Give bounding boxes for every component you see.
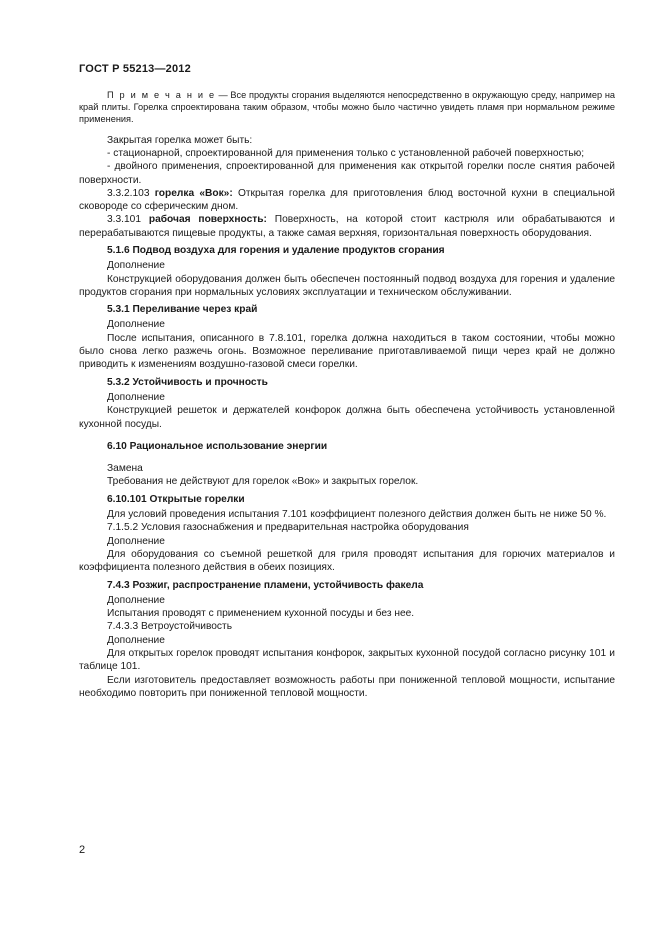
section-text: Для открытых горелок проводят испытания конфорок, закрытых кухонной посудой согласно рисунку 101 и таблице 101. [79, 648, 615, 673]
section-text: После испытания, описанного в 7.8.101, горелка должна находиться в таком состоянии, чтобы можно было снова легко разжечь огонь. Возможное переливание приготавливаемой пищи через край не должно приводить к изменениям воздушно-газовой смеси горелки. [79, 332, 615, 371]
section-text: Конструкцией решеток и держателей конфорок должна быть обеспечена устойчивость установленной кухонной посуды. [79, 405, 615, 430]
section-heading-7-1-5-2: 7.1.5.2 Условия газоснабжения и предварительная настройка оборудования [107, 522, 469, 534]
section-text: Испытания проводят с применением кухонной посуды и без нее. [107, 608, 415, 620]
section-heading-5-3-2: 5.3.2 Устойчивость и прочность [107, 376, 268, 388]
section-label: Дополнение [107, 319, 165, 331]
note-text: — Все продукты сгорания выделяются непосредственно в окружающую среду, например на край плиты. Горелка спроектирована таким образом, чтобы можно было частично увидеть пламя при нормальном режиме применения. [79, 90, 616, 125]
definition-term: рабочая поверхность: [148, 214, 267, 226]
section-heading-5-3-1: 5.3.1 Переливание через край [107, 304, 258, 316]
section-label: Дополнение [107, 260, 165, 272]
closed-burner-stationary: - стационарной, спроектированной для применения только с установленной рабочей поверхностью; [107, 147, 585, 159]
section-heading-6-10-101: 6.10.101 Открытые горелки [107, 493, 245, 505]
section-label: Дополнение [107, 594, 165, 606]
definition-work-surface [79, 213, 615, 240]
section-heading-7-4-3: 7.4.3 Розжиг, распространение пламени, устойчивость факела [107, 579, 424, 591]
page-number: 2 [79, 844, 86, 856]
closed-burner-intro: Закрытая горелка может быть: [107, 134, 253, 146]
section-label: Дополнение [107, 391, 165, 403]
section-text: Конструкцией оборудования должен быть обеспечен постоянный подвод воздуха для горения и удаление продуктов сгорания при нормальных условиях эксплуатации и техническом обслуживании. [79, 273, 615, 298]
section-label: Дополнение [107, 535, 165, 547]
section-text-reduced-power: Если изготовитель предоставляет возможность работы при пониженной тепловой мощности, испытание необходимо повторить при пониженной тепловой мощности. [79, 674, 615, 699]
section-text: Требования не действуют для горелок «Вок» и закрытых горелок. [107, 476, 419, 488]
document-body [79, 89, 615, 700]
definition-number: 3.3.101 [107, 214, 149, 226]
section-heading-5-1-6: 5.1.6 Подвод воздуха для горения и удаление продуктов сгорания [107, 244, 445, 256]
note-label: П р и м е ч а н и е [107, 90, 216, 100]
definition-term: горелка «Вок»: [154, 187, 233, 199]
standard-header: ГОСТ Р 55213—2012 [79, 63, 191, 75]
definition-number: 3.3.2.103 [107, 187, 155, 199]
definition-wok-burner [79, 187, 615, 214]
note-paragraph [79, 89, 615, 126]
section-heading-7-4-3-3: 7.4.3.3 Ветроустойчивость [107, 621, 232, 633]
definition-text: Поверхность, на которой стоит кастрюля или обрабатываются и перерабатываются пищевые продукты, а также самая верхняя, горизонтальная поверхность оборудования. [79, 214, 615, 239]
definition-text: Открытая горелка для приготовления блюд восточной кухни в специальной сковороде со сферическим дном. [79, 187, 615, 213]
closed-burner-dual: - двойного применения, спроектированной для применения как открытой горелки после снятия рабочей поверхности. [79, 161, 615, 186]
section-text: Для оборудования со съемной решеткой для гриля проводят испытания для горючих материалов и коэффициента полезного действия в обеих позициях. [79, 548, 615, 574]
section-label: Замена [107, 463, 143, 475]
section-label: Дополнение [107, 634, 165, 646]
section-text: Для условий проведения испытания 7.101 коэффициент полезного действия должен быть не ниже 50 %. [107, 509, 607, 521]
section-heading-6-10: 6.10 Рациональное использование энергии [107, 440, 328, 452]
